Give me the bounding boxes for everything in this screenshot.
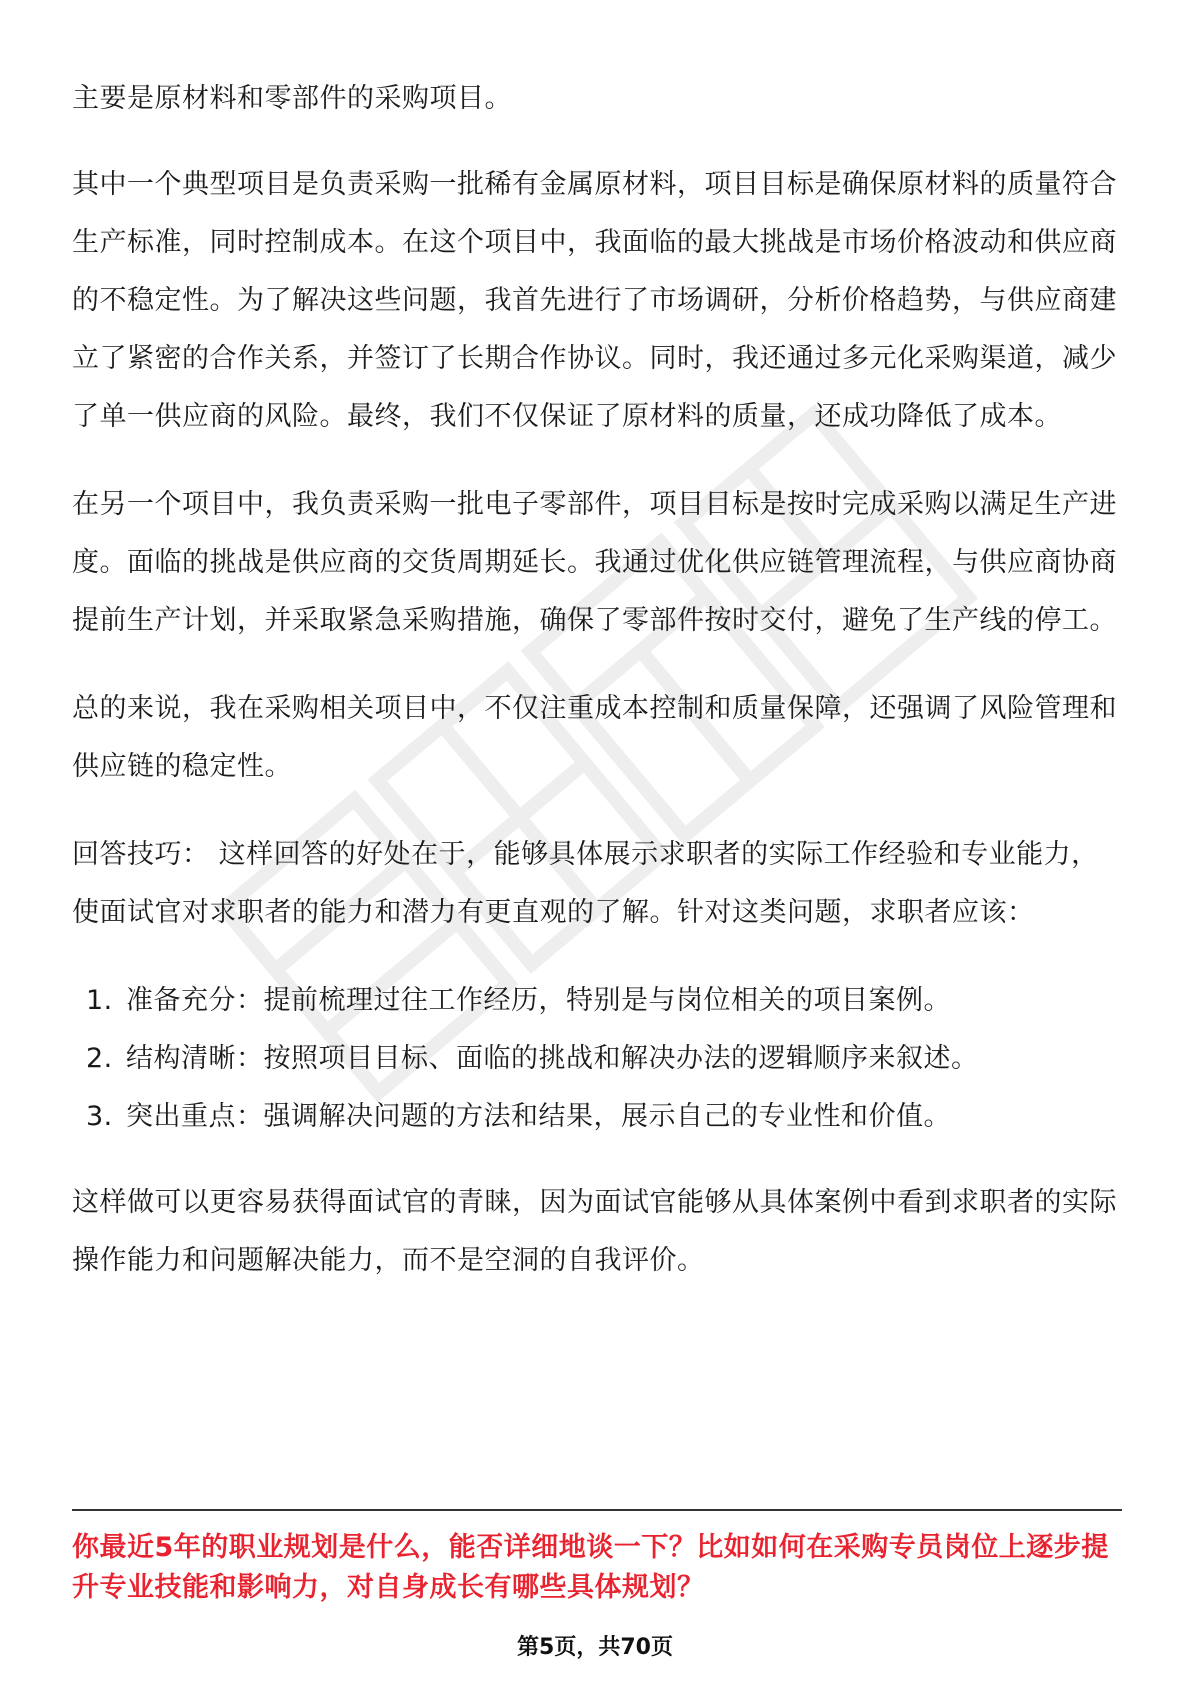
paragraph: 在另一个项目中，我负责采购一批电子零部件，项目目标是按时完成采购以满足生产进度。面临的挑战是供应商的交货周期延长。我通过优化供应链管理流程，与供应商协商提前生产计划，并采取紧急采购措施，确保了零部件按时交付，避免了生产线的停工。 xyxy=(72,489,1117,636)
paragraph: 总的来说，我在采购相关项目中，不仅注重成本控制和质量保障，还强调了风险管理和供应链的稳定性。 xyxy=(72,693,1117,782)
list-item-text: 准备充分：提前梳理过往工作经历，特别是与岗位相关的项目案例。 xyxy=(126,985,951,1016)
list-number: 3. xyxy=(86,1101,113,1132)
answer-tips-paragraph: 回答技巧： 这样回答的好处在于，能够具体展示求职者的实际工作经验和专业能力，使面试官对求职者的能力和潜力有更直观的了解。针对这类问题，求职者应该： xyxy=(72,839,1099,928)
list-number: 1. xyxy=(86,985,113,1016)
page-number: 第5页，共70页 xyxy=(517,1635,673,1660)
list-item xyxy=(72,972,1122,1030)
list-item-text: 突出重点：强调解决问题的方法和结果，展示自己的专业性和价值。 xyxy=(126,1101,951,1132)
list-item-text: 结构清晰：按照项目目标、面临的挑战和解决办法的逻辑顺序来叙述。 xyxy=(126,1043,979,1074)
closing-paragraph: 这样做可以更容易获得面试官的青睐，因为面试官能够从具体案例中看到求职者的实际操作能力和问题解决能力，而不是空洞的自我评价。 xyxy=(72,1187,1117,1276)
next-question-heading: 你最近5年的职业规划是什么，能否详细地谈一下？比如如何在采购专员岗位上逐步提升专业技能和影响力，对自身成长有哪些具体规划？ xyxy=(72,1532,1109,1603)
list-item xyxy=(72,1088,1122,1146)
paragraph: 其中一个典型项目是负责采购一批稀有金属原材料，项目目标是确保原材料的质量符合生产标准，同时控制成本。在这个项目中，我面临的最大挑战是市场价格波动和供应商的不稳定性。为了解决这些问题，我首先进行了市场调研，分析价格趋势，与供应商建立了紧密的合作关系，并签订了长期合作协议。同时，我还通过多元化采购渠道，减少了单一供应商的风险。最终，我们不仅保证了原材料的质量，还成功降低了成本。 xyxy=(72,169,1117,432)
document-body xyxy=(72,70,1122,1320)
paragraph: 主要是原材料和零部件的采购项目。 xyxy=(72,83,512,114)
list-number: 2. xyxy=(86,1043,113,1074)
list-item xyxy=(72,1030,1122,1088)
tips-list xyxy=(72,972,1122,1146)
section-divider xyxy=(72,1509,1122,1511)
